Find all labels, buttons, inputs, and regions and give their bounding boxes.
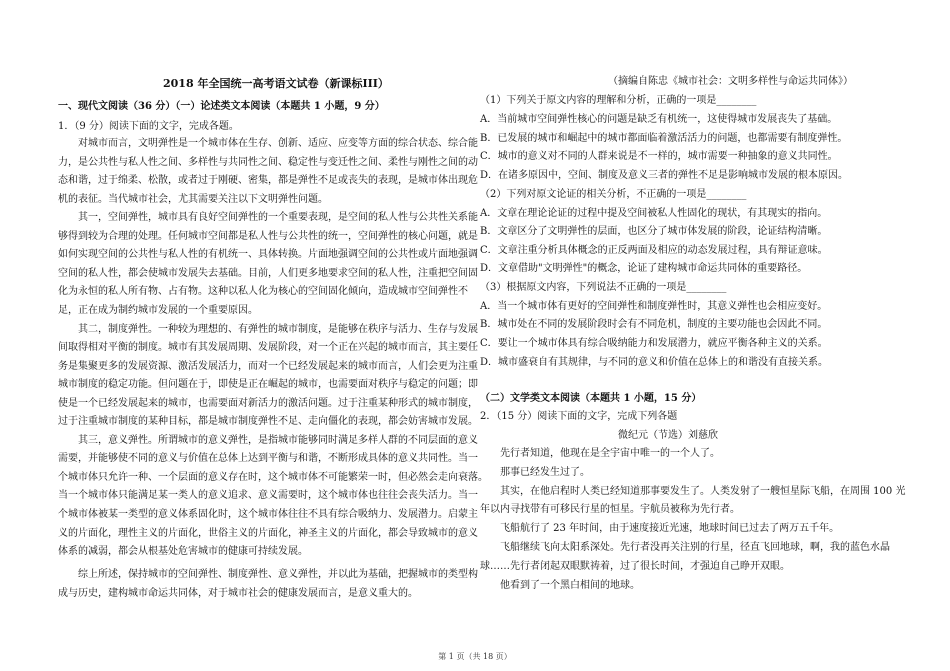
passage-line: 力，是公共性与私人性之间、多样性与共同性之间、稳定性与变迁性之间、柔性与刚性之间的动 (58, 157, 478, 168)
option-b: B．城市处在不同的发展阶段时会有不同危机，制度的主要功能也会因此不同。 (480, 319, 828, 330)
question-1-stem: 1．（9 分）阅读下面的文字，完成各题。 (58, 121, 239, 132)
section-heading-1: 一、现代文阅读（36 分）（一）论述类文本阅读（本题共 1 小题，9 分） (58, 101, 385, 112)
passage-line: 其二，制度弹性。一种较为理想的、有弹性的城市制度，是能够在秩序与活力、生存与发展 (78, 324, 478, 335)
passage-line: 态和谐，过于绵柔、松散，或者过于刚硬、密集，都是弹性不足或丧失的表现，是城市体出现危 (58, 175, 478, 186)
option-c: C．城市的意义对不同的人群来说是不一样的，城市需要一种抽象的意义共同性。 (480, 151, 838, 162)
option-c: C．要让一个城市体具有综合吸纳能力和发展潜力，就应平衡各种主义的关系。 (480, 338, 828, 349)
option-d: D．文章借助"文明弹性"的概念，论证了建构城市命运共同体的重要路径。 (480, 263, 808, 274)
story-line: 那事已经发生过了。 (500, 467, 590, 478)
story-title: 微纪元（节选）刘慈欣 (618, 430, 718, 441)
option-b: B．文章区分了文明弹性的层面，也区分了城市体发展的阶段，论证结构清晰。 (480, 226, 828, 237)
passage-source: （摘编自陈忠《城市社会：文明多样性与命运共同体》） (608, 76, 853, 87)
passage-line: 当一个城市体只能满足某一类人的意义追求、意义需要时，这个城市体也往往会丧失活力。当一 (58, 490, 478, 501)
passage-line: 化为永恒的私人所有物、占有物。这种以私人化为核心的空间固化倾向，造成城市空间弹性不 (58, 286, 468, 297)
passage-line: 义的片面化，理性主义的片面化，世俗主义的片面化，神圣主义的片面化，都会导致城市的意义 (58, 528, 478, 539)
story-line: 先行者知道，他现在是全宇宙中唯一的一个人了。 (500, 448, 720, 459)
passage-line: 综上所述，保持城市的空间弹性、制度弹性、意义弹性，并以此为基础，把握城市的类型构 (78, 569, 478, 580)
option-a: A．当一个城市体有更好的空间弹性和制度弹性时，其意义弹性也会相应变好。 (480, 301, 828, 312)
exam-title: 2018 年全国统一高考语文试卷（新课标III） (163, 77, 389, 90)
option-b: B．已发展的城市和崛起中的城市都面临着激活活力的问题，也都需要有制度弹性。 (480, 133, 848, 144)
story-line: 年以内寻找带有可移民行星的恒星。宇航员被称为先行者。 (480, 504, 740, 515)
passage-line: 个城市体只允许一种、一个层面的意义存在时，这个城市体不可能繁荣一时，但必然会走向衰落。 (58, 472, 488, 483)
story-line: 飞船继续飞向太阳系深处。先行者没再关注别的行星，径直飞回地球，啊，我的蓝色水晶 (500, 542, 890, 553)
passage-line: 需要，并能够使不同的意义与价值在总体上达到平衡与和谐，不断形成具体的意义共同性。当一 (58, 453, 478, 464)
story-line: 其实，在他启程时人类已经知道那事要发生了。人类发射了一艘恒星际飞船，在周围 100 光 (500, 486, 906, 497)
passage-line: 体系的减弱，都会从根基处危害城市的健康可持续发展。 (58, 546, 308, 557)
passage-line: 过于注重城市制度的某种目标，都是城市制度弹性不足、走向僵化的表现，都会妨害城市发展。 (58, 416, 478, 427)
passage-line: 空间的私人性，都会使城市发展失去基础。目前，人们更多地要求空间的私人性，注重把空间固 (58, 268, 478, 279)
passage-line: 对城市而言，文明弹性是一个城市体在生存、创新、适应、应变等方面的综合状态、综合能 (78, 138, 478, 149)
passage-line: 其一，空间弹性，城市具有良好空间弹性的一个重要表现，是空间的私人性与公共性关系能 (78, 212, 478, 223)
passage-line: 成与历史，建构城市命运共同体，对于城市社会的健康发展而言，是意义重大的。 (58, 588, 418, 599)
story-line: 他看到了一个黑白相间的地球。 (500, 580, 640, 591)
option-d: D．城市盛衰自有其规律，与不同的意义和价值在总体上的和谐没有直接关系。 (480, 357, 829, 368)
option-a: A．当前城市空间弹性核心的问题是缺乏有机统一，这使得城市发展丧失了基础。 (480, 114, 838, 125)
question-1-2: （2）下列对原文论证的相关分析，不正确的一项是________ (480, 189, 747, 200)
story-line: 飞船航行了 23 年时间，由于速度接近光速，地球时间已过去了两万五千年。 (500, 523, 840, 534)
question-1-1: （1）下列关于原文内容的理解和分析，正确的一项是________ (480, 95, 757, 106)
passage-line: 个城市体被某一类型的意义体系固化时，这个城市体往往不具有综合吸纳力、发展潜力。启蒙主 (58, 509, 478, 520)
question-2-stem: 2．（15 分）阅读下面的文字，完成下列各题 (480, 411, 678, 422)
passage-line: 务是集聚更多的发展资源、激活发展活力，而对一个已经发展起来的城市而言，人们会更为注重 (58, 361, 478, 372)
passage-line: 如何实现空间的公共性与私人性的有机统一、具体转换。片面地强调空间的公共性或片面地强调 (58, 249, 478, 260)
page-footer: 第 1 页（共 18 页） (438, 652, 512, 661)
passage-line: 其三，意义弹性。所谓城市的意义弹性，是指城市能够同时满足多样人群的不同层面的意义 (78, 435, 478, 446)
option-d: D．在诸多原因中，空间、制度及意义三者的弹性不足是影响城市发展的根本原因。 (480, 170, 849, 181)
passage-line: 间取得相对平衡的制度。城市有其发展周期、发展阶段，对一个正在兴起的城市而言，其主要任 (58, 342, 478, 353)
option-a: A．文章在理论论证的过程中提及空间被私人性固化的现状，有其现实的指向。 (480, 208, 828, 219)
section-heading-2: （二）文学类文本阅读（本题共 1 小题，15 分） (480, 393, 702, 404)
story-line: 球……先行者闭起双眼默祷着，过了很长时间，才强迫自己睁开双眼。 (480, 561, 790, 572)
option-c: C．文章注重分析具体概念的正反两面及相应的动态发展过程，具有辩证意味。 (480, 245, 828, 256)
question-1-3: （3）根据原文内容，下列说法不正确的一项是________ (480, 282, 727, 293)
passage-line: 城市制度的稳定功能。但问题在于，即使是正在崛起的城市，也需要面对秩序与稳定的问题；即 (58, 379, 478, 390)
passage-line: 足，正在成为制约城市发展的一个重要原因。 (58, 305, 258, 316)
passage-line: 够得到较为合理的处理。任何城市空间都是私人性与公共性的统一，空间弹性的核心问题，就是 (58, 231, 478, 242)
passage-line: 机的表征。当代城市社会，尤其需要关注以下文明弹性问题。 (58, 194, 328, 205)
passage-line: 使是一个已经发展起来的城市，也需要面对新活力的激活问题。过于注重某种形式的城市制度， (58, 398, 478, 409)
